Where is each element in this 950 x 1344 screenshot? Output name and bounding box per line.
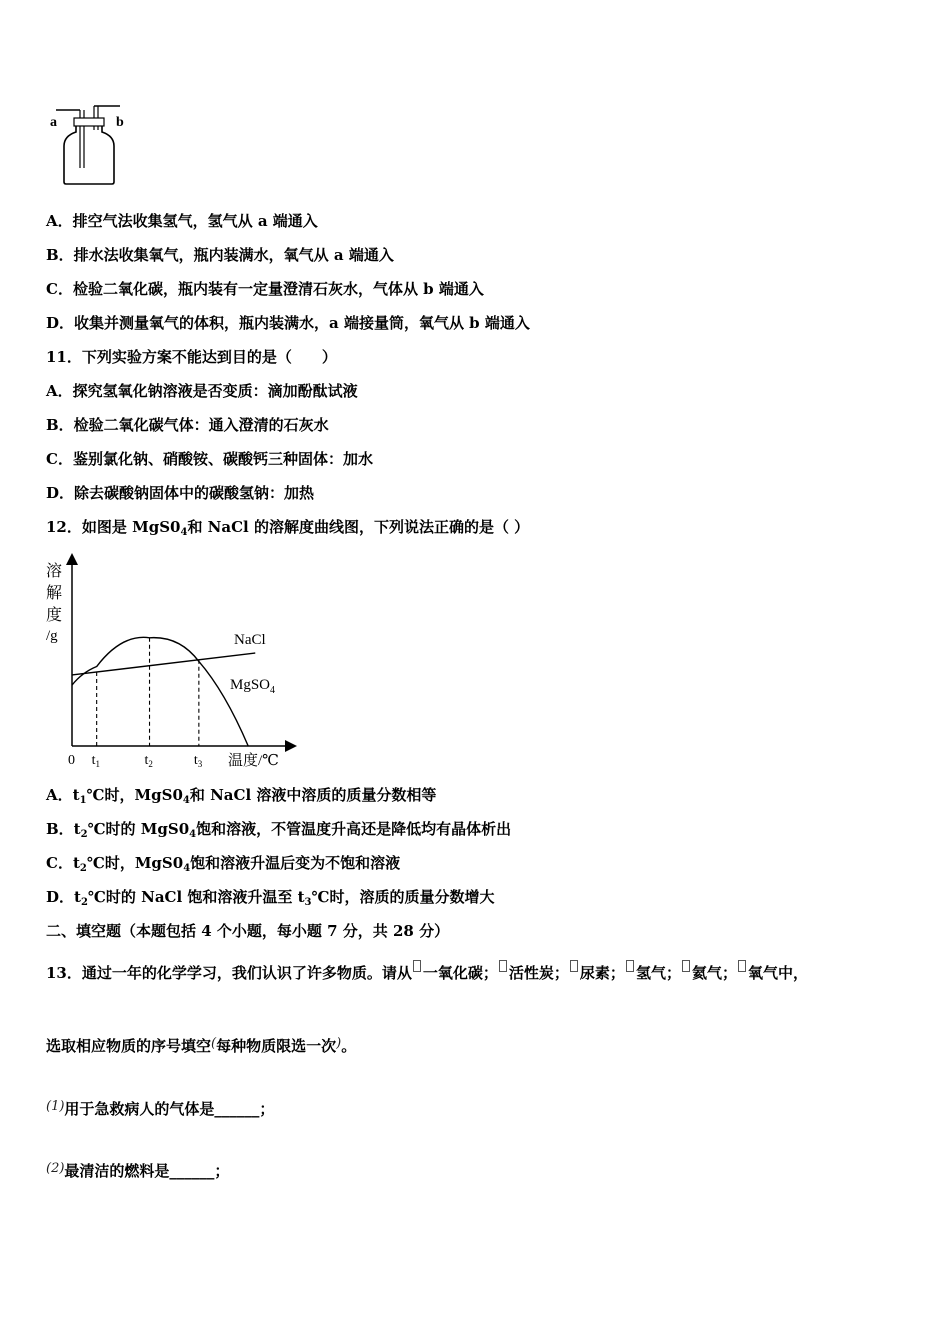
- q13-item-5: 氦气；: [691, 964, 737, 982]
- q13-sub1: [46, 1097, 274, 1119]
- q13-sub1-number: (1): [46, 1099, 65, 1114]
- q12-b-part2: ℃时的 MgS0: [87, 820, 190, 838]
- q12-a-part3: 和 NaCl 溶液中溶质的质量分数相等: [189, 786, 437, 804]
- q13-item-6: 氧气中，: [747, 964, 808, 982]
- label-a: a: [50, 115, 57, 130]
- series-label-mgso4-sub: 4: [270, 685, 276, 696]
- q13-stem-line2: [46, 1034, 356, 1056]
- q10-option-b: B．排水法收集氧气，瓶内装满水，氧气从 a 端通入: [46, 246, 394, 264]
- x-tick-label-t2: $t_2$: [144, 753, 153, 769]
- q13-sub1-text: 用于急救病人的气体是______；: [64, 1100, 275, 1118]
- q11-stem: 11．下列实验方案不能达到目的是（ ）: [46, 348, 337, 366]
- y-label-char-4: /g: [46, 628, 58, 644]
- q12-c-part2: ℃时，MgS0: [86, 854, 184, 872]
- q12-option-a: [46, 785, 436, 811]
- section2-heading: 二、填空题（本题包括 4 个小题，每小题 7 分，共 28 分）: [46, 922, 450, 940]
- q12-a-part2: ℃时，MgS0: [86, 786, 183, 804]
- solubility-chart: [40, 552, 310, 777]
- q11-option-a: A．探究氢氧化钠溶液是否变质：滴加酚酞试液: [46, 382, 358, 400]
- q11-option-c: C．鉴别氯化钠、硝酸铵、碳酸钙三种固体：加水: [46, 450, 373, 468]
- q13-stem-start: 13．通过一年的化学学习，我们认识了许多物质。请从: [46, 964, 412, 982]
- q11-option-d: D．除去碳酸钠固体中的碳酸氢钠：加热: [46, 484, 315, 502]
- series-label-mgso4: [230, 677, 275, 696]
- gas-bottle-drawing: [48, 100, 138, 192]
- q12-d-part2: ℃时的 NaCl 饱和溶液升温至 t: [87, 888, 305, 906]
- q12-stem-sub: 4: [180, 527, 188, 538]
- series-label-mgso4-main: MgSO: [230, 677, 271, 693]
- q13-sub2: [46, 1159, 229, 1181]
- x-tick-sub-t1: 1: [95, 759, 101, 769]
- origin-label: 0: [68, 753, 75, 768]
- q12-a-part1: A．t: [46, 786, 80, 804]
- q12-d-sub2: 3: [304, 897, 312, 908]
- q12-c-part1: C．t: [46, 854, 80, 872]
- q13-line2-note: 每种物质限选一次: [216, 1037, 337, 1055]
- missing-glyph-icon: [570, 960, 578, 972]
- paren-close: ): [336, 1036, 342, 1051]
- q12-d-part3: ℃时，溶质的质量分数增大: [311, 888, 495, 906]
- q13-sub2-text: 最清洁的燃料是______；: [64, 1162, 230, 1180]
- q12-stem: [46, 517, 529, 543]
- q13-item-3: 尿素；: [579, 964, 625, 982]
- q12-b-part1: B．t: [46, 820, 81, 838]
- q12-c-part3: 饱和溶液升温后变为不饱和溶液: [190, 854, 401, 872]
- x-tick-sub-t3: 3: [197, 759, 203, 769]
- q12-a-sub2: 4: [182, 795, 190, 806]
- q12-d-sub1: 2: [80, 897, 88, 908]
- q13-stem-line1: [46, 960, 808, 983]
- label-b: b: [116, 115, 124, 130]
- q10-option-c: C．检验二氧化碳，瓶内装有一定量澄清石灰水，气体从 b 端通入: [46, 280, 484, 298]
- y-label-char-2: 解: [46, 585, 63, 602]
- q13-item-4: 氢气；: [635, 964, 681, 982]
- q12-option-d: [46, 887, 495, 913]
- q12-a-sub1: 1: [79, 795, 87, 806]
- x-tick-label-t1: $t_1$: [91, 753, 101, 769]
- q12-option-c: [46, 853, 400, 879]
- q12-b-sub2: 4: [189, 829, 197, 840]
- q13-line2-pre: 选取相应物质的序号填空: [46, 1037, 212, 1055]
- q13-item-1: 一氧化碳；: [422, 964, 498, 982]
- q12-option-b: [46, 819, 511, 845]
- series-label-nacl: NaCl: [234, 632, 266, 648]
- q10-option-d: D．收集并测量氧气的体积，瓶内装满水，a 端接量筒，氧气从 b 端通入: [46, 314, 530, 332]
- q12-stem-pre: 12．如图是 MgS0: [46, 518, 181, 536]
- q12-b-sub1: 2: [80, 829, 88, 840]
- y-label-char-1: 溶: [46, 563, 63, 580]
- missing-glyph-icon: [682, 960, 690, 972]
- paren-open: (: [211, 1036, 217, 1051]
- gas-bottle-apparatus: [48, 100, 138, 192]
- missing-glyph-icon: [413, 960, 421, 972]
- missing-glyph-icon: [626, 960, 634, 972]
- missing-glyph-icon: [499, 960, 507, 972]
- q13-line2-post: 。: [341, 1037, 357, 1055]
- q12-c-sub1: 2: [79, 863, 87, 874]
- x-axis-label: 温度/℃: [228, 753, 279, 769]
- q10-option-a: A．排空气法收集氢气，氢气从 a 端通入: [46, 212, 318, 230]
- y-label-char-3: 度: [46, 607, 63, 624]
- x-tick-label-t3: $t_3$: [193, 753, 203, 769]
- q13-item-2: 活性炭；: [508, 964, 569, 982]
- q12-c-sub2: 4: [183, 863, 191, 874]
- x-tick-sub-t2: 2: [148, 759, 153, 769]
- missing-glyph-icon: [738, 960, 746, 972]
- q12-d-part1: D．t: [46, 888, 81, 906]
- q13-sub2-number: (2): [46, 1161, 65, 1176]
- q12-stem-post: 和 NaCl 的溶解度曲线图，下列说法正确的是（ ）: [187, 518, 530, 536]
- q11-option-b: B．检验二氧化碳气体：通入澄清的石灰水: [46, 416, 329, 434]
- solubility-chart-svg: [40, 552, 310, 777]
- series-line-mgso4: [72, 637, 248, 746]
- q12-b-part3: 饱和溶液，不管温度升高还是降低均有晶体析出: [196, 820, 512, 838]
